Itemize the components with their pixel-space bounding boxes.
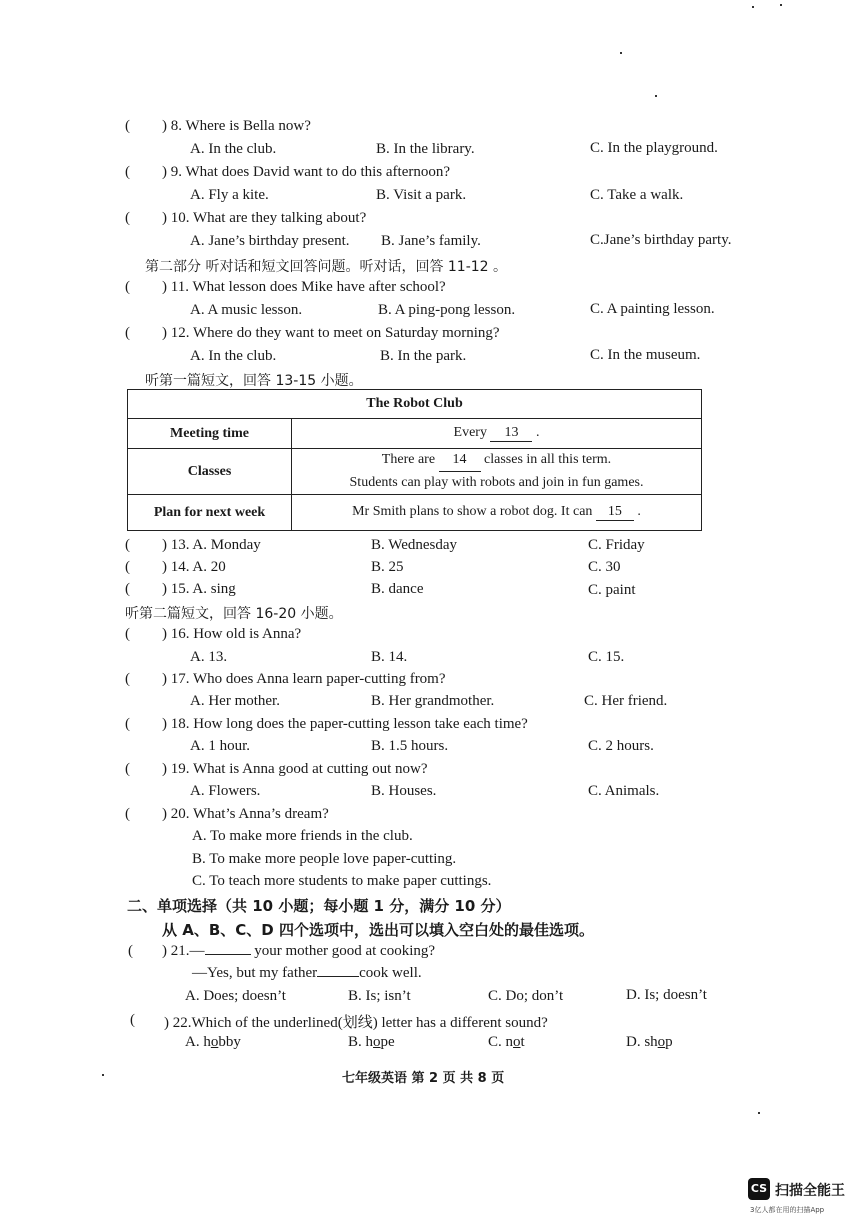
table-row-label: Meeting time [128, 419, 292, 449]
scanner-brand: 扫描全能王 [775, 1183, 845, 1199]
option-b: B. Her grandmother. [371, 693, 495, 709]
camscanner-logo-icon: CS [748, 1178, 770, 1200]
option-a: A. Does; doesn’t [185, 988, 286, 1004]
answer-bracket: ( [125, 164, 130, 180]
answer-bracket: ( [125, 279, 130, 295]
option-a: A. Jane’s birthday present. [190, 233, 350, 249]
option-b: B. Is; isn’t [348, 988, 411, 1004]
question-stem: ) 12. Where do they want to meet on Saturday morning? [162, 325, 500, 341]
option-a: A. 13. [190, 649, 228, 665]
answer-bracket: ( [125, 118, 130, 134]
option-b: B. Jane’s family. [381, 233, 481, 249]
option-c: C. 2 hours. [588, 738, 654, 754]
option-b: B. 1.5 hours. [371, 738, 449, 754]
question-line: —Yes, but my father cook well. [192, 965, 422, 981]
robot-club-table [127, 389, 702, 531]
option-a: A. Flowers. [190, 783, 261, 799]
question-stem: ) 20. What’s Anna’s dream? [162, 806, 329, 822]
table-row-label: Classes [128, 449, 292, 495]
answer-bracket: ( [125, 761, 130, 777]
option-c: C. Take a walk. [590, 187, 684, 203]
option-c: C. Do; don’t [488, 988, 564, 1004]
answer-bracket: ( [125, 581, 130, 597]
answer-blank: 14 [439, 449, 481, 472]
option-a: A. In the club. [190, 348, 277, 364]
part-heading: 二、单项选择（共 10 小题；每小题 1 分，满分 10 分） [127, 897, 511, 915]
option-a: A. Her mother. [190, 693, 280, 709]
option-a: A. A music lesson. [190, 302, 303, 318]
page-footer: 七年级英语 第 2 页 共 8 页 [342, 1071, 505, 1086]
option-c: C. Her friend. [584, 693, 668, 709]
question-stem: ) 8. Where is Bella now? [162, 118, 311, 134]
option-c: C. not [488, 1034, 525, 1050]
table-row-label: Plan for next week [128, 495, 292, 531]
option-a: A. Fly a kite. [190, 187, 269, 203]
option-a: A. To make more friends in the club. [192, 828, 413, 844]
answer-bracket: ( [125, 671, 130, 687]
option-b: B. 25 [371, 559, 404, 575]
option-b: B. hope [348, 1034, 395, 1050]
option-c: C. In the playground. [590, 140, 718, 156]
option-b: B. Visit a park. [376, 187, 467, 203]
option-b: B. dance [371, 581, 424, 597]
part-instructions: 从 A、B、C、D 四个选项中，选出可以填入空白处的最佳选项。 [162, 921, 594, 939]
question-stem: ) 15. A. sing [162, 581, 236, 597]
question-stem: ) 11. What lesson does Mike have after school? [162, 279, 446, 295]
option-c: C. To teach more students to make paper cuttings. [192, 873, 492, 889]
table-cell: Mr Smith plans to show a robot dog. It can 15 . [292, 495, 702, 531]
option-c: C.Jane’s birthday party. [590, 232, 732, 248]
answer-bracket: ( [130, 1012, 135, 1028]
question-stem: ) 14. A. 20 [162, 559, 226, 575]
scan-speck [102, 1074, 104, 1076]
section-heading: 第二部分 听对话和短文回答问题。听对话，回答 11-12 。 [145, 259, 508, 275]
option-a: A. In the club. [190, 141, 277, 157]
option-c: C. 15. [588, 649, 625, 665]
answer-bracket: ( [125, 716, 130, 732]
answer-bracket: ( [125, 210, 130, 226]
option-c: C. In the museum. [590, 347, 701, 363]
answer-bracket: ( [125, 626, 130, 642]
question-stem: ) 9. What does David want to do this afternoon? [162, 164, 450, 180]
option-c: C. 30 [588, 559, 621, 575]
scan-speck [758, 1112, 760, 1114]
table-title: The Robot Club [128, 390, 702, 419]
answer-blank: 15 [596, 504, 634, 521]
option-d: D. Is; doesn’t [626, 987, 707, 1003]
question-stem: ) 21.— your mother good at cooking? [162, 943, 436, 959]
question-stem: ) 13. A. Monday [162, 537, 261, 553]
question-stem: ) 10. What are they talking about? [162, 210, 367, 226]
option-c: C. Friday [588, 537, 645, 553]
answer-bracket: ( [125, 559, 130, 575]
option-a: A. 1 hour. [190, 738, 250, 754]
passage-intro: 听第一篇短文，回答 13-15 小题。 [145, 373, 363, 389]
scan-speck [655, 95, 657, 97]
option-b: B. Houses. [371, 783, 437, 799]
option-b: B. A ping-pong lesson. [378, 302, 516, 318]
option-b: B. Wednesday [371, 537, 458, 553]
option-c: C. paint [588, 582, 636, 598]
scan-speck [780, 4, 782, 6]
question-stem: ) 16. How old is Anna? [162, 626, 302, 642]
answer-bracket: ( [128, 943, 133, 959]
answer-blank: 13 [490, 425, 532, 442]
question-stem: ) 17. Who does Anna learn paper-cutting from? [162, 671, 446, 687]
table-cell: Every 13 . [292, 419, 702, 449]
question-stem: ) 19. What is Anna good at cutting out now? [162, 761, 428, 777]
option-d: D. shop [626, 1034, 673, 1050]
option-a: A. hobby [185, 1034, 241, 1050]
option-c: C. Animals. [588, 783, 660, 799]
answer-bracket: ( [125, 537, 130, 553]
option-b: B. 14. [371, 649, 408, 665]
scan-speck [752, 6, 754, 8]
passage-intro: 听第二篇短文，回答 16-20 小题。 [125, 606, 343, 622]
scanner-tagline: 3亿人都在用的扫描App [750, 1206, 825, 1214]
answer-bracket: ( [125, 325, 130, 341]
scan-speck [620, 52, 622, 54]
question-stem: ) 18. How long does the paper-cutting lesson take each time? [162, 716, 528, 732]
answer-bracket: ( [125, 806, 130, 822]
table-cell: There are 14 classes in all this term. Students can play with robots and join in fun games. [292, 449, 702, 495]
option-c: C. A painting lesson. [590, 301, 715, 317]
option-b: B. In the park. [380, 348, 467, 364]
option-b: B. To make more people love paper-cutting. [192, 851, 457, 867]
option-b: B. In the library. [376, 141, 475, 157]
question-stem: ) 22.Which of the underlined(划线) letter has a different sound? [164, 1015, 548, 1031]
